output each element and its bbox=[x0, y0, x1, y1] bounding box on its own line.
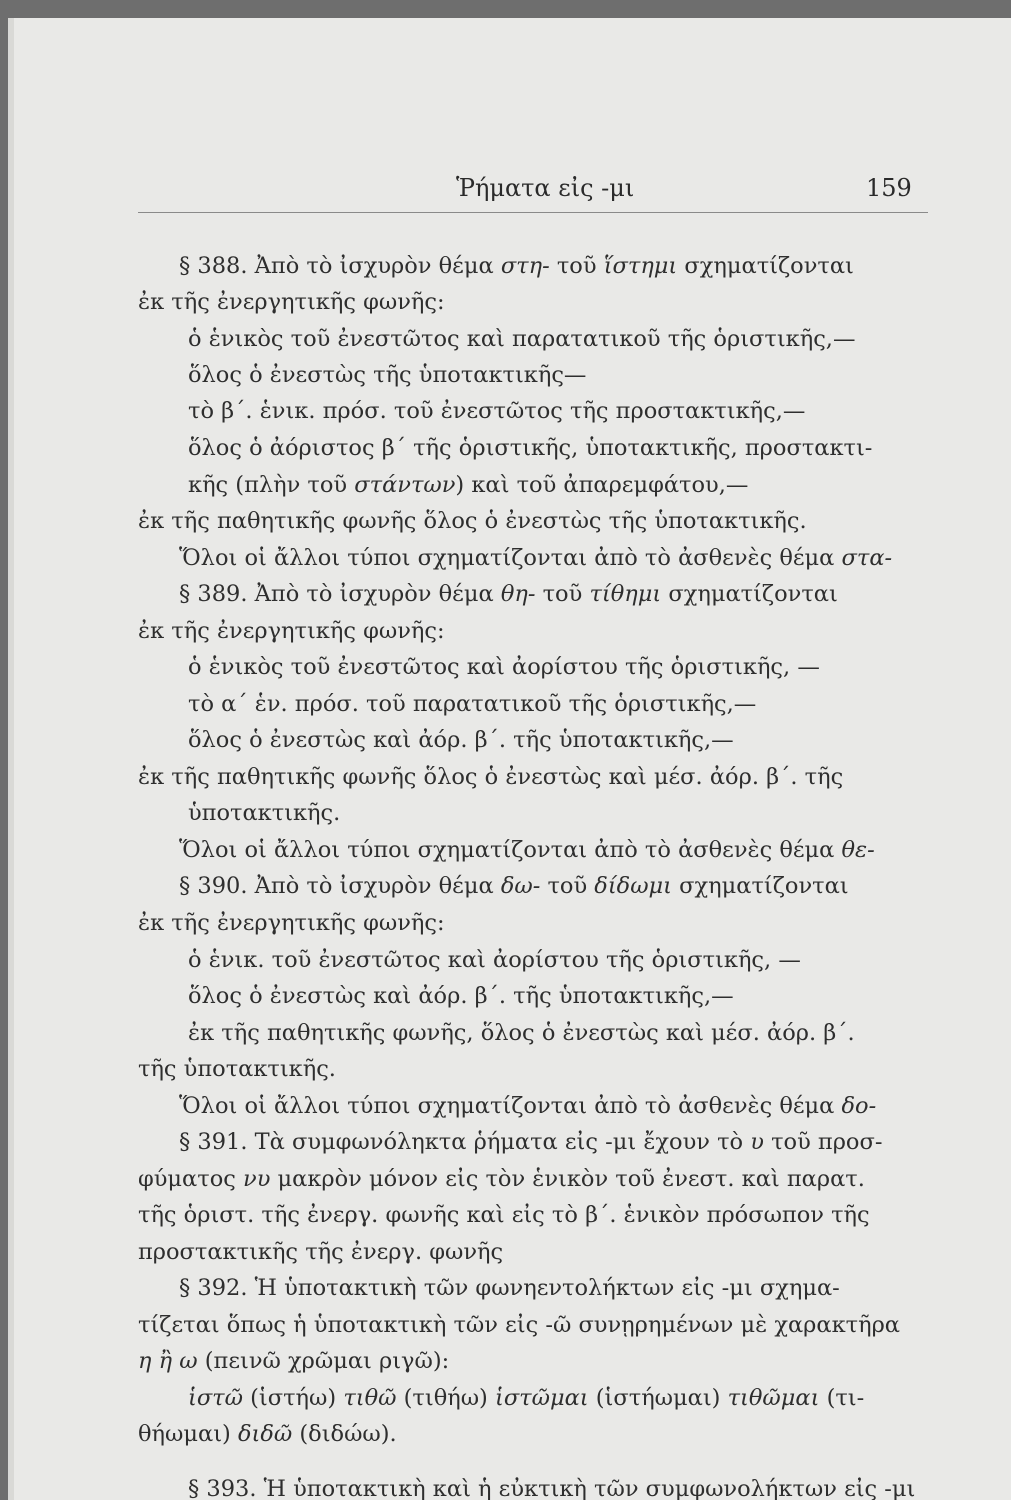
text-line: Ὅλοι οἱ ἄλλοι τύποι σχηματίζονται ἀπὸ τὸ ἀσθενὲς θέμα στα- bbox=[179, 545, 893, 571]
text-line: τὸ α΄ ἑν. πρόσ. τοῦ παρατατικοῦ τῆς ὁριστικῆς,— bbox=[188, 691, 757, 717]
text-line: τίζεται ὅπως ἡ ὑποτακτικὴ τῶν εἰς -ῶ συνῃρημένων μὲ χαρακτῆρα bbox=[138, 1312, 900, 1338]
text-line: ὁ ἑνικὸς τοῦ ἐνεστῶτος καὶ παρατατικοῦ τῆς ὁριστικῆς,— bbox=[188, 326, 856, 352]
text-line: η ἢ ω (πεινῶ χρῶμαι ριγῶ): bbox=[138, 1348, 450, 1374]
page-edge bbox=[8, 18, 14, 1500]
running-header bbox=[8, 170, 1011, 210]
text-line: § 391. Τὰ συμφωνόληκτα ῥήματα εἰς -μι ἔχουν τὸ υ τοῦ προσ- bbox=[179, 1129, 883, 1155]
text-line: φύματος νυ μακρὸν μόνον εἰς τὸν ἑνικὸν τοῦ ἐνεστ. καὶ παρατ. bbox=[138, 1166, 865, 1192]
text-line: ὅλος ὁ ἐνεστὼς καὶ ἀόρ. β΄. τῆς ὑποτακτικῆς,— bbox=[188, 727, 734, 753]
text-line: ἐκ τῆς παθητικῆς φωνῆς ὅλος ὁ ἐνεστὼς καὶ μέσ. ἀόρ. β΄. τῆς bbox=[138, 764, 844, 790]
text-line: § 388. Ἀπὸ τὸ ἰσχυρὸν θέμα στη- τοῦ ἵστημι σχηματίζονται bbox=[179, 253, 854, 279]
text-line: τῆς ὑποτακτικῆς. bbox=[138, 1056, 336, 1082]
text-line: θήωμαι) διδῶ (διδώω). bbox=[138, 1421, 397, 1447]
text-line: ἐκ τῆς ἐνεργητικῆς φωνῆς: bbox=[138, 289, 445, 315]
text-line: Ὅλοι οἱ ἄλλοι τύποι σχηματίζονται ἀπὸ τὸ ἀσθενὲς θέμα δο- bbox=[179, 1093, 877, 1119]
page-number: 159 bbox=[866, 174, 912, 202]
text-line-cut: § 393. Ἡ ὑποτακτικὴ καὶ ἡ εὐκτικὴ τῶν συμφωνολήκτων εἰς -μι bbox=[188, 1476, 916, 1500]
text-line: ὁ ἑνικὸς τοῦ ἐνεστῶτος καὶ ἀορίστου τῆς ὁριστικῆς, — bbox=[188, 654, 820, 680]
text-line: ἱστῶ (ἱστήω) τιθῶ (τιθήω) ἱστῶμαι (ἱστήωμαι) τιθῶμαι (τι- bbox=[188, 1385, 865, 1411]
text-line: ὑποτακτικῆς. bbox=[188, 800, 341, 826]
text-line: ὅλος ὁ ἐνεστὼς τῆς ὑποτακτικῆς— bbox=[188, 362, 587, 388]
book-page bbox=[8, 18, 1011, 1500]
text-line: ἐκ τῆς ἐνεργητικῆς φωνῆς: bbox=[138, 910, 445, 936]
text-line: ἐκ τῆς παθητικῆς φωνῆς, ὅλος ὁ ἐνεστὼς καὶ μέσ. ἀόρ. β΄. bbox=[188, 1020, 855, 1046]
text-line: § 390. Ἀπὸ τὸ ἰσχυρὸν θέμα δω- τοῦ δίδωμι σχηματίζονται bbox=[179, 873, 849, 899]
text-line: προστακτικῆς τῆς ἐνεργ. φωνῆς bbox=[138, 1239, 504, 1265]
text-line: ἐκ τῆς παθητικῆς φωνῆς ὅλος ὁ ἐνεστὼς τῆς ὑποτακτικῆς. bbox=[138, 508, 807, 534]
running-title: Ῥήματα εἰς -μι bbox=[456, 174, 635, 202]
header-rule bbox=[138, 212, 928, 213]
text-line: τὸ β΄. ἑνικ. πρόσ. τοῦ ἐνεστῶτος τῆς προστακτικῆς,— bbox=[188, 398, 806, 424]
text-line: ὅλος ὁ ἐνεστὼς καὶ ἀόρ. β΄. τῆς ὑποτακτικῆς,— bbox=[188, 983, 734, 1009]
text-line: ὁ ἑνικ. τοῦ ἐνεστῶτος καὶ ἀορίστου τῆς ὁριστικῆς, — bbox=[188, 947, 801, 973]
text-line: Ὅλοι οἱ ἄλλοι τύποι σχηματίζονται ἀπὸ τὸ ἀσθενὲς θέμα θε- bbox=[179, 837, 875, 863]
text-line: § 392. Ἡ ὑποτακτικὴ τῶν φωνηεντολήκτων εἰς -μι σχημα- bbox=[179, 1275, 840, 1301]
text-line: ὅλος ὁ ἀόριστος β΄ τῆς ὁριστικῆς, ὑποτακτικῆς, προστακτι- bbox=[188, 435, 873, 461]
text-line: ἐκ τῆς ἐνεργητικῆς φωνῆς: bbox=[138, 618, 445, 644]
text-line: κῆς (πλὴν τοῦ στάντων) καὶ τοῦ ἀπαρεμφάτου,— bbox=[188, 472, 749, 498]
text-line: § 389. Ἀπὸ τὸ ἰσχυρὸν θέμα θη- τοῦ τίθημι σχηματίζονται bbox=[179, 581, 838, 607]
text-line: τῆς ὁριστ. τῆς ἐνεργ. φωνῆς καὶ εἰς τὸ β΄. ἑνικὸν πρόσωπον τῆς bbox=[138, 1202, 870, 1228]
